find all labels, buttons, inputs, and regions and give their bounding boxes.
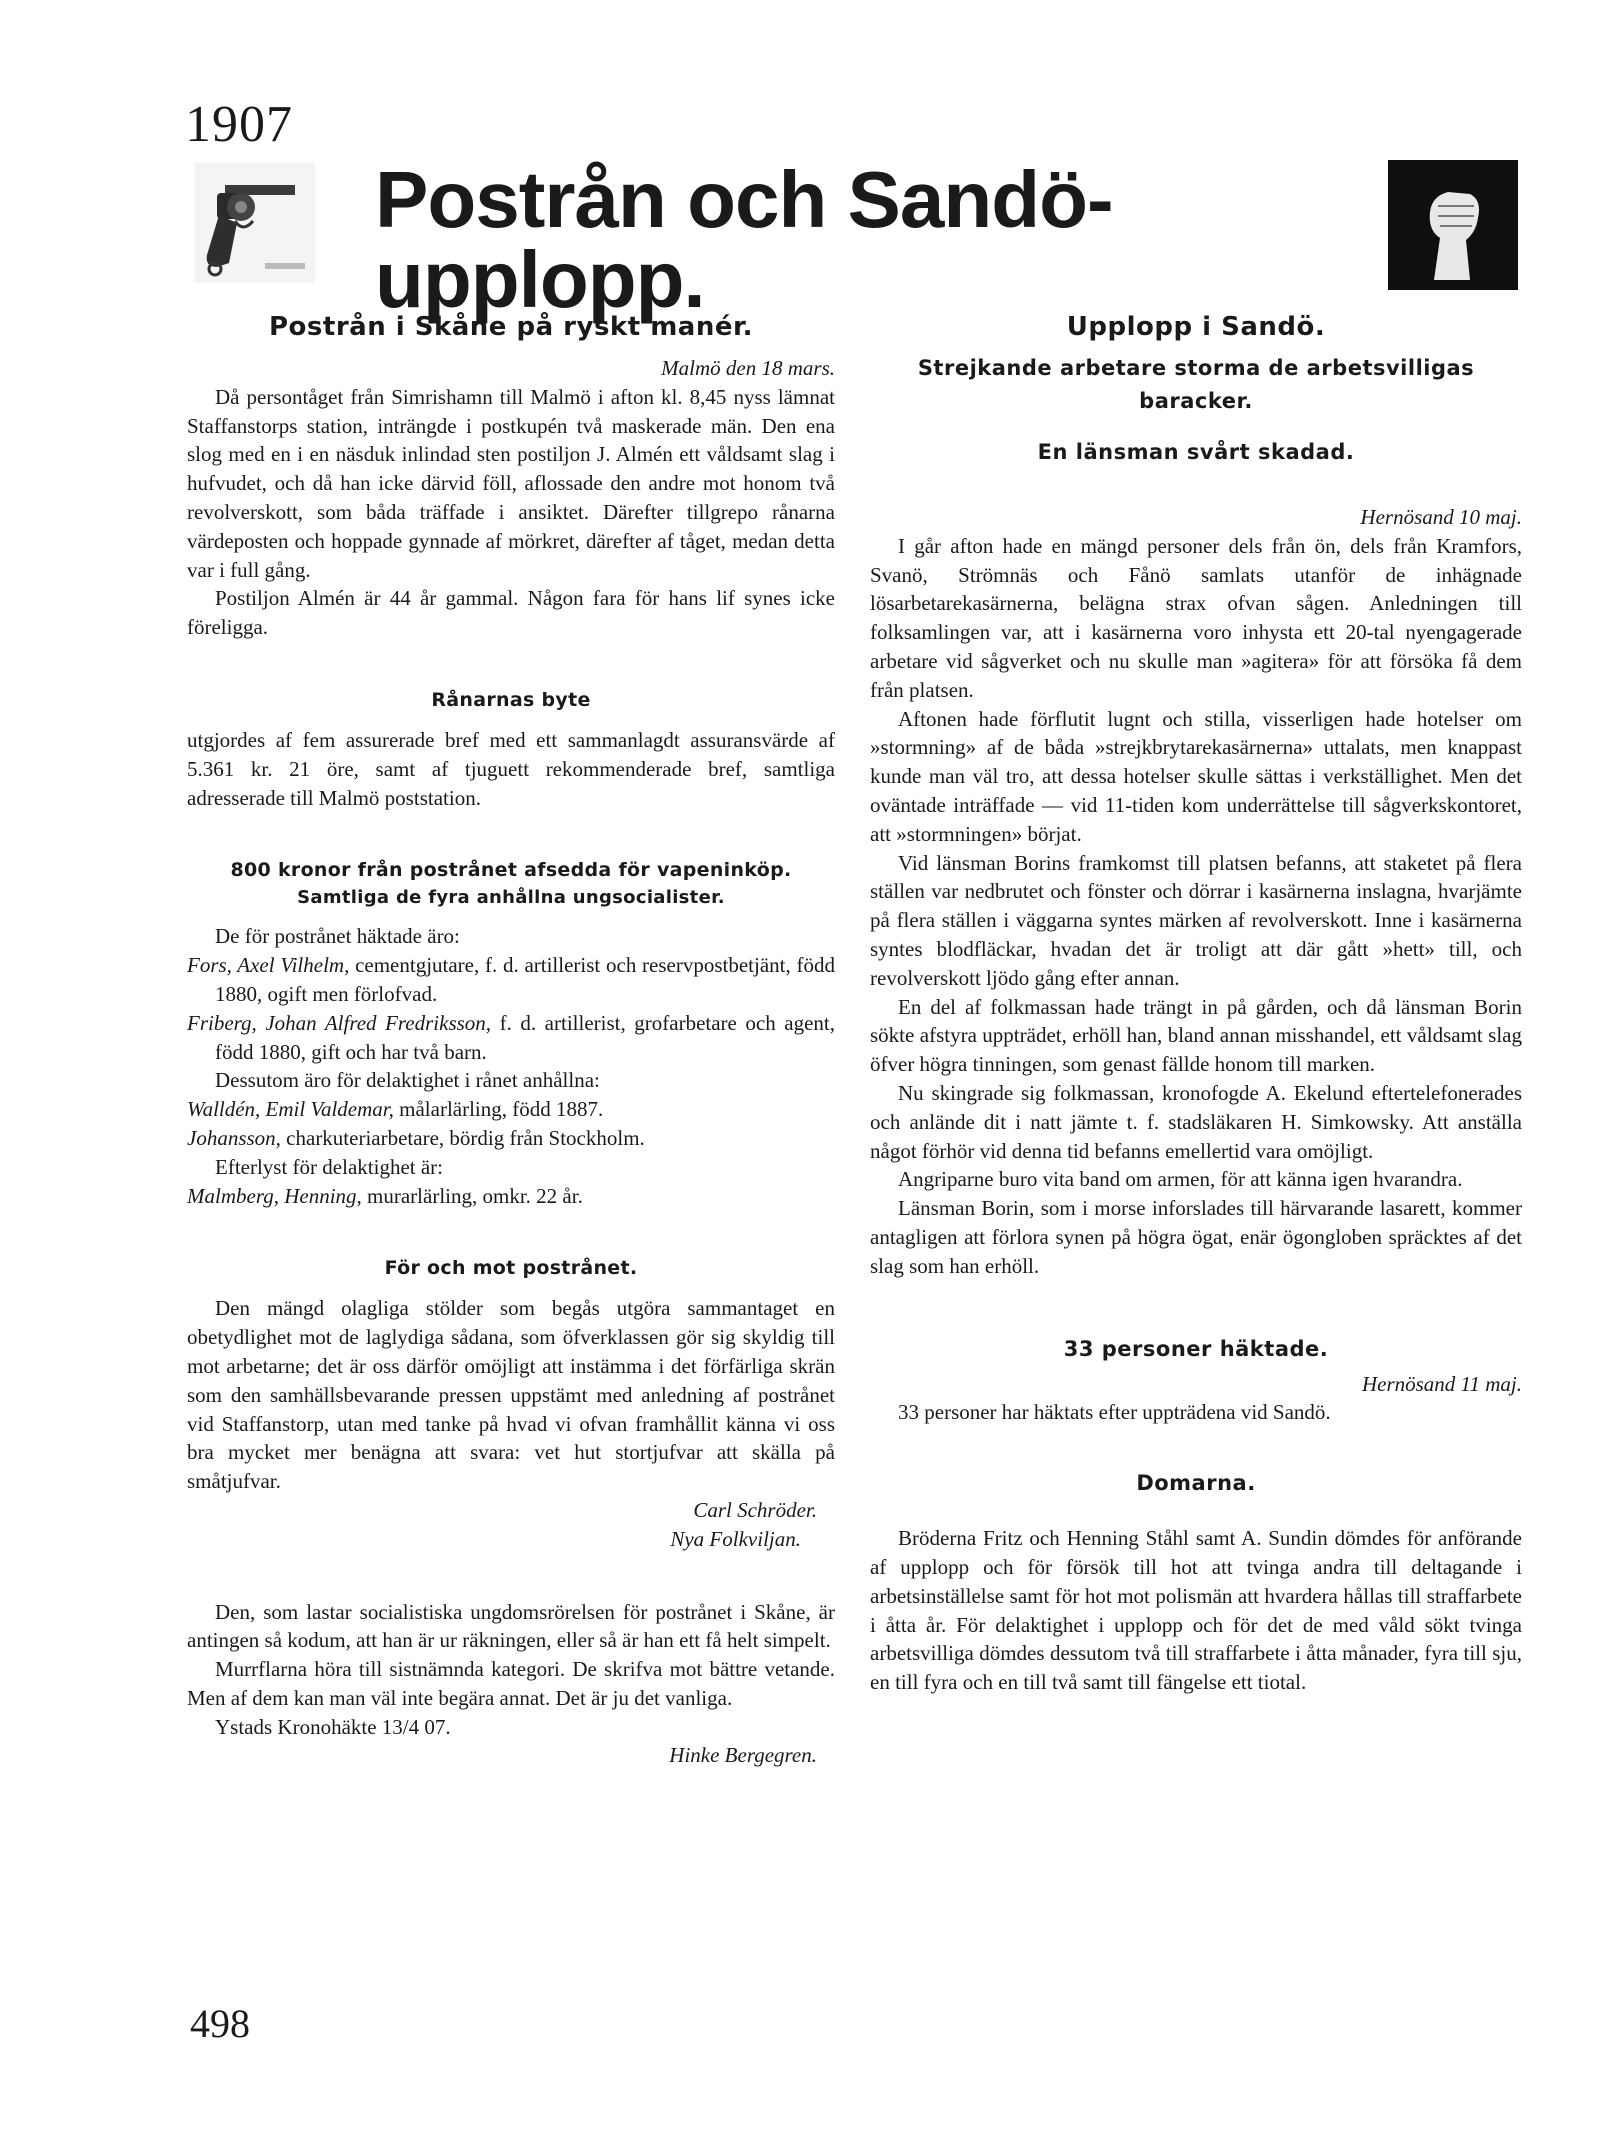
source-nya-folkviljan: Nya Folkviljan. <box>670 1526 801 1551</box>
page-number: 498 <box>190 2001 250 2046</box>
right-paragraph-8: 33 personer har häktats efter uppträdena vid Sandö. <box>898 1400 1331 1425</box>
right-headline-1c: En länsman svårt skadad. <box>1037 440 1355 464</box>
suspect-entry-4: Johansson, charkuteriarbetare, bördig från Stockholm. <box>187 1125 645 1150</box>
left-paragraph-4: De för postrånet häktade äro: <box>215 924 460 949</box>
right-paragraph-5: Nu skingrade sig folkmassan, kronofogde A. Ekelund eftertelefonerades och anlände dit i natt jämte t. f. stadsläkaren H. Simkowsky. Att anställa något förhör vid denna tid befanns emellertid vara omöjligt. <box>870 1080 1522 1163</box>
left-paragraph-1: Då persontåget från Simrishamn till Malmö i afton kl. 8,45 nyss lämnat Staffanstorps station, inträngde i postkupén två maskerade män. Den ena slog med en i en näsduk inlindad sten postiljon J. Almén ett våldsamt slag i hufvudet, och då han icke därvid föll, aflossade den andre mot honom två revolverskott, som båda träffade i ansiktet. Därefter tillgrepo rånarna värdeposten och hoppade gynnade af mörkret, därefter af tåget, medan detta var i full gång. <box>187 384 835 582</box>
right-paragraph-7: Länsman Borin, som i morse inforslades till härvarande lasarett, kommer antagligen att förlora synen på högra ögat, enär ögongloben spräcktes af det slag som han erhöll. <box>870 1196 1522 1278</box>
left-paragraph-7: Den mängd olagliga stölder som begås utgöra sammantaget en obetydlighet mot de laglydiga sådana, som öfverklassen gör sig skyldig till mot arbetarne; det är oss därför omöjligt att instämma i det förfärliga skrän som den samhällsbevarande pressen uppstämt med anledning af postrånet vid Staffanstorp, utan med tanke på hvad vi ofvan framhållit känna vi oss bra mycket mer benägna att svara: vet hut stortjufvar att skälla på småtjufvar. <box>187 1296 835 1494</box>
dateline-hernosand-11: Hernösand 11 maj. <box>1361 1371 1522 1396</box>
left-paragraph-8: Den, som lastar socialistiska ungdomsrörelsen för postrånet i Skåne, är antingen så kodum, att han är ur räkningen, eller så är han ett få helt simpelt. <box>187 1599 835 1653</box>
right-headline-1: Upplopp i Sandö. <box>1066 312 1326 342</box>
left-headline-3b: Samtliga de fyra anhållna ungsocialister. <box>297 887 725 909</box>
signature-hinke-bergegren: Hinke Bergegren. <box>669 1743 817 1768</box>
right-paragraph-2: Aftonen hade förflutit lugnt och stilla, visserligen hade hotelser om »stormning» af de båda »strejkbrytarekasärnerna» uttalats, men knappast kunde man väl tro, att dessa hotelser skulle sättas i verkställighet. Men det oväntade inträffade — vid 11-tiden kom underrättelse till sågverkskontoret, att »stormningen» börjat. <box>870 706 1522 846</box>
right-paragraph-6: Angriparne buro vita band om armen, för att känna igen hvarandra. <box>898 1167 1463 1192</box>
left-headline-1: Postrån i Skåne på ryskt manér. <box>269 312 753 342</box>
suspect-entry-1: Fors, Axel Vilhelm, cementgjutare, f. d. artillerist och reservpostbetjänt, född 1880, ogift men förlofvad. <box>187 953 835 1006</box>
right-paragraph-1: I går afton hade en mängd personer dels från ön, dels från Kramfors, Svanö, Strömnäs och Fånö samlats utanför de inhägnade lösarbetarekasärnerna, belägna strax ofvan sågen. Anledningen till folksamlingen var, att i kasärnerna voro inhysta ett 20-tal nyengagerade arbetare vid sågverket och nu skulle man »agitera» för att försöka få dem från platsen. <box>870 533 1522 702</box>
left-paragraph-3: utgjordes af fem assurerade bref med ett sammanlagdt assuransvärde af 5.361 kr. 21 öre, samt af tjuguett rekommenderade bref, samtliga adresserade till Malmö poststation. <box>187 727 835 810</box>
suspect-entry-3: Walldén, Emil Valdemar, målarlärling, född 1887. <box>187 1097 604 1122</box>
signature-carl-schroder: Carl Schröder. <box>693 1497 817 1522</box>
year-label: 1907 <box>185 96 293 153</box>
left-column <box>187 310 835 1770</box>
right-paragraph-3: Vid länsman Borins framkomst till platsen befanns, att staketet på flera ställen var nedbrutet och fönster och dörrar i kasärnerna inslagna, hvarjämte på flera ställen i väggarna syntes märken af revolverskott. Inne i kasärnerna syntes blodfläckar, hvadan det är troligt att där gått »hett» till, och revolverskott ljödo gång efter annan. <box>870 850 1522 990</box>
raised-fist-photo-icon <box>1388 160 1518 290</box>
left-paragraph-5: Dessutom äro för delaktighet i rånet anhållna: <box>215 1068 600 1093</box>
left-headline-3: 800 kronor från postrånet afsedda för vapeninköp. <box>230 859 792 882</box>
suspect-entry-5: Malmberg, Henning, murarlärling, omkr. 22 år. <box>187 1183 583 1208</box>
left-paragraph-10: Ystads Kronohäkte 13/4 07. <box>215 1714 451 1739</box>
dateline-hernosand-10: Hernösand 10 maj. <box>1360 505 1522 529</box>
right-headline-3: Domarna. <box>1136 1471 1256 1496</box>
left-headline-2: Rånarnas byte <box>431 688 591 711</box>
left-paragraph-9: Murrflarna höra till sistnämnda kategori. De skrifva mot bättre vetande. Men af dem kan man väl inte begära annat. Det är ju det vanliga. <box>187 1657 835 1710</box>
right-paragraph-9: Bröderna Fritz och Henning Ståhl samt A. Sundin dömdes för anförande af upplopp och för försök till hot att tvinga andra till deltagande i arbetsinställelse samt för hot mot polismän att hvardera hållas till straffarbete i åtta år. För delaktighet i upplopp och för det de med våld sökt tvinga arbetsvilliga dömdes dessutom två till straffarbete i åtta månader, fyra till sju, en till fyra och en till två samt till fängelse ett tiotal. <box>870 1526 1522 1695</box>
suspect-entry-2: Friberg, Johan Alfred Fredriksson, f. d. artillerist, grofarbetare och agent, född 1880, gift och har två barn. <box>187 1010 835 1064</box>
right-paragraph-4: En del af folkmassan hade trängt in på gården, och då länsman Borin sökte afstyra uppträdet, erhöll han, bland annan misshandel, ett våldsamt slag öfver högra tinningen, som genast fällde honom till marken. <box>870 994 1522 1077</box>
left-paragraph-6: Efterlyst för delaktighet är: <box>215 1154 443 1179</box>
left-headline-4: För och mot postrånet. <box>384 1257 638 1280</box>
right-column <box>870 310 1522 1697</box>
right-headline-1b: Strejkande arbetare storma de arbetsvilligas baracker. <box>917 356 1475 413</box>
right-headline-2: 33 personer häktade. <box>1063 1336 1329 1361</box>
page-title: Postrån och Sandö-upplopp. <box>375 155 1113 324</box>
left-paragraph-2: Postiljon Almén är 44 år gammal. Någon fara för hans lif synes icke föreligga. <box>187 586 835 640</box>
revolver-photo-icon <box>195 163 315 283</box>
dateline-malmo: Malmö den 18 mars. <box>661 356 835 380</box>
